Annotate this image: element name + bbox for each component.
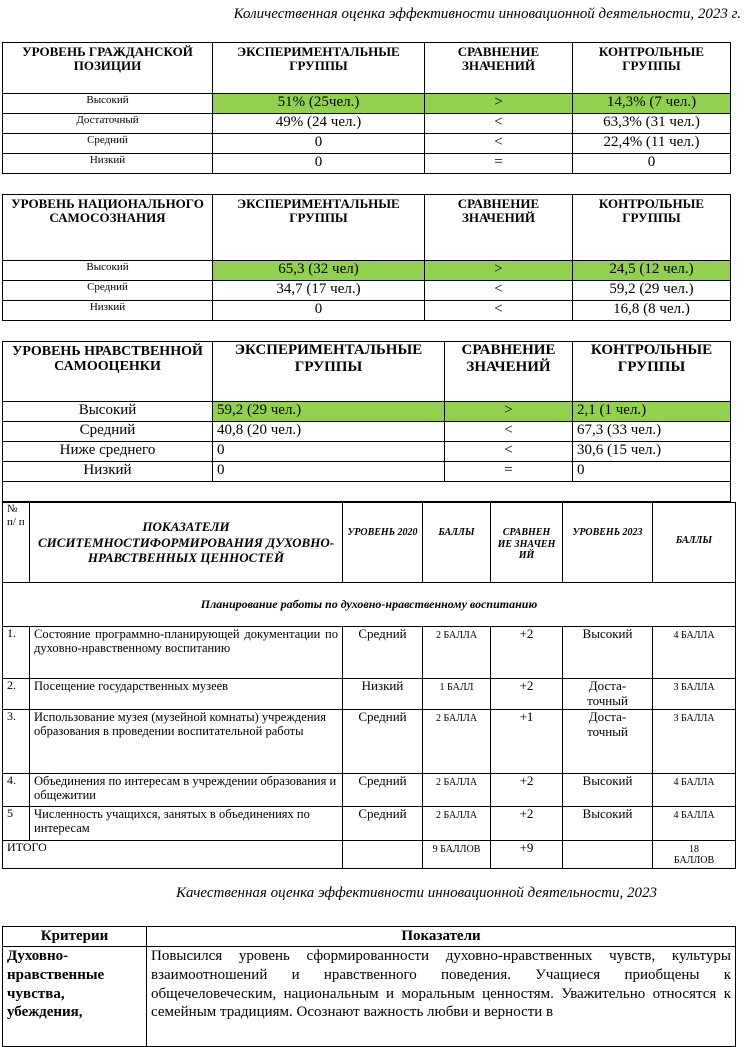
points-value: 4 БАЛЛА [653,773,736,806]
control-value: 22,4% (11 чел.) [573,134,731,154]
level2023-value: Высокий [563,627,653,679]
level2020-value: Средний [343,627,423,679]
level2023-value: Доста-точный [563,709,653,773]
row-number: 5 [3,806,30,840]
comparison-sign: < [425,114,573,134]
level2020-value: Средний [343,709,423,773]
control-value: 0 [573,462,731,482]
table-row [3,627,736,679]
indicators-header: Показатели [147,927,736,947]
indicators-table [2,502,736,869]
indicator-header: ПОКАЗАТЕЛИ СИСИТЕМНОСТИФОРМИРОВАНИЯ ДУХОВНО-НРАВСТВЕННЫХ ЦЕННОСТЕЙ [30,503,343,583]
level-label: Средний [3,281,213,301]
level-label: Высокий [3,261,213,281]
level2020-value: Средний [343,806,423,840]
level-label: Высокий [3,94,213,114]
experimental-value: 59,2 (29 чел.) [213,402,445,422]
comparison-sign: < [425,281,573,301]
level-label: Низкий [3,154,213,174]
level2023-value: Высокий [563,773,653,806]
experimental-value: 0 [213,301,425,321]
indicator-text: Численность учащихся, занятых в объединениях по интересам [30,806,343,840]
indicator-text: Объединения по интересам в учреждении образования и общежитии [30,773,343,806]
level-label: Высокий [3,402,213,422]
experimental-value: 40,8 (20 чел.) [213,422,445,442]
civic-level-header: УРОВЕНЬ ГРАЖДАНСКОЙ ПОЗИЦИИ [3,43,213,94]
level-label: Средний [3,422,213,442]
moral-level-header: УРОВЕНЬ НРАВСТВЕННОЙ САМООЦЕНКИ [3,342,213,402]
points-value: 4 БАЛЛА [653,627,736,679]
control-header: КОНТРОЛЬНЫЕ ГРУППЫ [573,43,731,94]
total-row [3,840,736,868]
compare-value: +1 [491,709,563,773]
comparison-sign: > [425,261,573,281]
table-row [3,679,736,710]
table-row [3,261,731,281]
control-header: КОНТРОЛЬНЫЕ ГРУППЫ [573,342,731,402]
level-label: Низкий [3,301,213,321]
table-row [3,422,731,442]
row-number: 3. [3,709,30,773]
empty-cell [563,840,653,868]
table-row [3,402,731,422]
control-value: 2,1 (1 чел.) [573,402,731,422]
table-row [3,773,736,806]
total-label: ИТОГО [3,840,343,868]
compare-header: СРАВНЕН ИЕ ЗНАЧЕН ИЙ [491,503,563,583]
experimental-header: ЭКСПЕРИМЕНТАЛЬНЫЕ ГРУППЫ [213,195,425,261]
points-value: 3 БАЛЛА [653,679,736,710]
control-value: 63,3% (31 чел.) [573,114,731,134]
table-row [3,134,731,154]
control-value: 16,8 (8 чел.) [573,301,731,321]
points-value: 1 БАЛЛ [423,679,491,710]
row-number: 4. [3,773,30,806]
empty-cell [343,840,423,868]
criterion-name: Духовно-нравственные чувства, убеждения, [3,947,147,1047]
level-label: Ниже среднего [3,442,213,462]
table-row [3,301,731,321]
experimental-value: 0 [213,442,445,462]
compare-value: +2 [491,773,563,806]
control-value: 30,6 (15 чел.) [573,442,731,462]
total-points: 9 БАЛЛОВ [423,840,491,868]
total-points: 18 БАЛЛОВ [653,840,736,868]
indicator-text: Использование музея (музейной комнаты) учреждения образования в проведении воспитательной работы [30,709,343,773]
compare-value: +2 [491,679,563,710]
level2023-value: Доста-точный [563,679,653,710]
level-label: Средний [3,134,213,154]
indicator-text: Состояние программно-планирующей документации по духовно-нравственному воспитанию [30,627,343,679]
control-header: КОНТРОЛЬНЫЕ ГРУППЫ [573,195,731,261]
comparison-sign: < [445,422,573,442]
civic-position-table [2,42,731,174]
level2023-header: УРОВЕНЬ 2023 [563,503,653,583]
experimental-value: 49% (24 чел.) [213,114,425,134]
points-header: БАЛЛЫ [423,503,491,583]
experimental-value: 65,3 (32 чел) [213,261,425,281]
experimental-value: 0 [213,134,425,154]
national-identity-table [2,194,731,321]
national-level-header: УРОВЕНЬ НАЦИОНАЛЬНОГО САМОСОЗНАНИЯ [3,195,213,261]
level-label: Достаточный [3,114,213,134]
control-value: 67,3 (33 чел.) [573,422,731,442]
comparison-sign: > [445,402,573,422]
table-row [3,281,731,301]
compare-value: +2 [491,627,563,679]
table-row [3,94,731,114]
comparison-header: СРАВНЕНИЕ ЗНАЧЕНИЙ [425,195,573,261]
total-compare: +9 [491,840,563,868]
level2020-value: Средний [343,773,423,806]
comparison-sign: < [445,442,573,462]
level2023-value: Высокий [563,806,653,840]
level2020-header: УРОВЕНЬ 2020 [343,503,423,583]
criteria-table [2,926,736,1047]
comparison-sign: > [425,94,573,114]
section-title: Планирование работы по духовно-нравственному воспитанию [3,583,736,627]
experimental-value: 0 [213,462,445,482]
points-value: 2 БАЛЛА [423,806,491,840]
control-value: 24,5 (12 чел.) [573,261,731,281]
control-value: 14,3% (7 чел.) [573,94,731,114]
level-label: Низкий [3,462,213,482]
table-row [3,442,731,462]
table-row [3,114,731,134]
level2020-value: Низкий [343,679,423,710]
criteria-header: Критерии [3,927,147,947]
comparison-header: СРАВНЕНИЕ ЗНАЧЕНИЙ [445,342,573,402]
comparison-sign: = [425,154,573,174]
experimental-header: ЭКСПЕРИМЕНТАЛЬНЫЕ ГРУППЫ [213,342,445,402]
experimental-value: 0 [213,154,425,174]
table-row [3,709,736,773]
number-header: № п/ п [3,503,30,583]
indicator-text: Посещение государственных музеев [30,679,343,710]
criterion-description: Повысился уровень сформированности духовно-нравственных чувств, культуры взаимоотношений и нравственного поведения. Учащиеся приобщены к общечеловеческим, национальным и моральным ценностям. Уважительно относятся к семейным традициям. Осознают важность любви и верности в [147,947,736,1047]
comparison-sign: < [425,301,573,321]
compare-value: +2 [491,806,563,840]
points-value: 2 БАЛЛА [423,627,491,679]
points-value: 3 БАЛЛА [653,709,736,773]
comparison-header: СРАВНЕНИЕ ЗНАЧЕНИЙ [425,43,573,94]
comparison-sign: = [445,462,573,482]
row-number: 1. [3,627,30,679]
moral-self-esteem-table [2,341,731,502]
experimental-header: ЭКСПЕРИМЕНТАЛЬНЫЕ ГРУППЫ [213,43,425,94]
control-value: 59,2 (29 чел.) [573,281,731,301]
row-number: 2. [3,679,30,710]
qualitative-title: Качественная оценка эффективности инновационной деятельности, 2023 [176,885,657,901]
points-value: 2 БАЛЛА [423,709,491,773]
spacer-row [3,482,731,502]
points-value: 4 БАЛЛА [653,806,736,840]
experimental-value: 34,7 (17 чел.) [213,281,425,301]
quantitative-title: Количественная оценка эффективности инновационной деятельности, 2023 г. [233,6,741,22]
experimental-value: 51% (25чел.) [213,94,425,114]
table-row [3,154,731,174]
points-value: 2 БАЛЛА [423,773,491,806]
table-row [3,462,731,482]
table-row [3,806,736,840]
points-header: БАЛЛЫ [653,503,736,583]
comparison-sign: < [425,134,573,154]
control-value: 0 [573,154,731,174]
